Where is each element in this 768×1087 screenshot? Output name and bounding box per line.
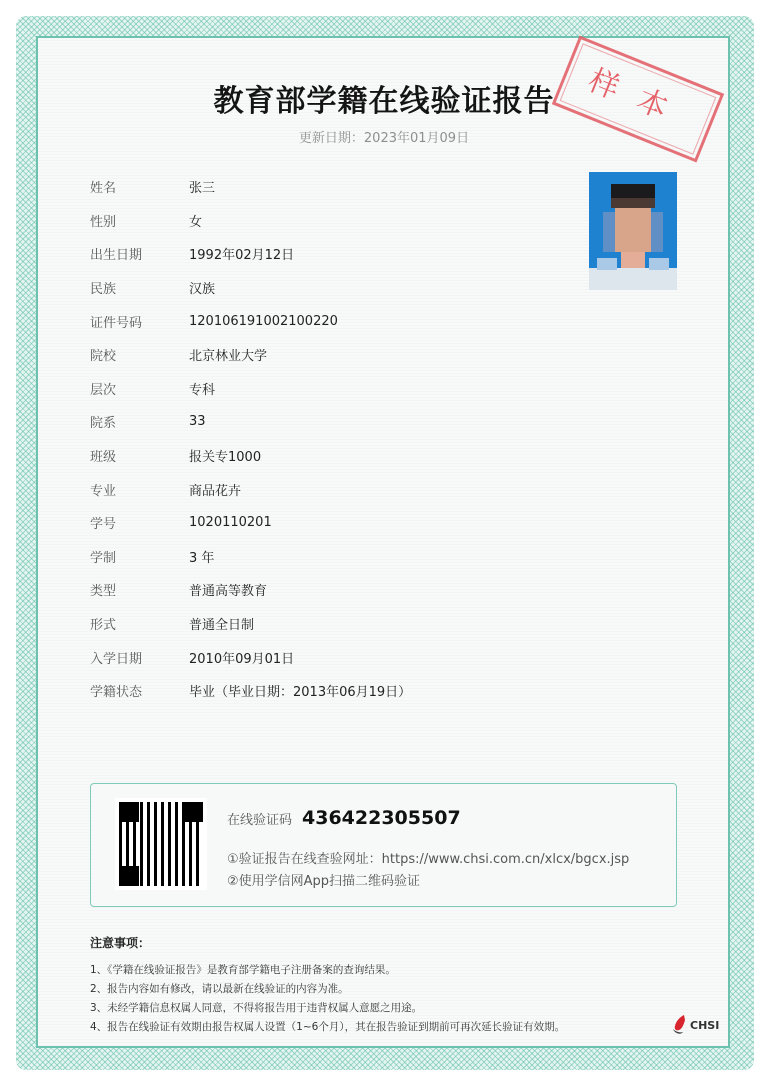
sample-stamp: 样本 (552, 35, 724, 162)
note-item: 2、报告内容如有修改，请以最新在线验证的内容为准。 (90, 983, 349, 995)
field-label: 学制 (90, 550, 117, 566)
chsi-bird-icon (670, 1014, 688, 1036)
verification-box (90, 783, 677, 907)
field-row-class (90, 439, 411, 473)
verification-code-label: 在线验证码 (227, 813, 293, 828)
field-label: 类型 (90, 584, 117, 600)
chsi-logo (670, 1014, 719, 1036)
field-value: 3 年 (189, 550, 215, 566)
field-label: 学籍状态 (90, 685, 143, 701)
notes-list (90, 961, 565, 1037)
field-value: 女 (189, 214, 203, 230)
field-row-form (90, 607, 411, 641)
field-row-ethnicity (90, 271, 411, 305)
update-date: 更新日期：2023年01月09日 (298, 131, 470, 146)
field-value: 1020110201 (189, 515, 272, 531)
field-value: 张三 (189, 181, 216, 197)
report-title: 教育部学籍在线验证报告 (213, 84, 555, 119)
qr-code-icon[interactable] (115, 798, 207, 890)
field-row-type (90, 573, 411, 607)
field-label: 院系 (90, 416, 117, 432)
field-row-duration (90, 540, 411, 574)
field-value: 商品花卉 (189, 483, 242, 499)
student-photo (589, 172, 677, 290)
verification-code-line (227, 807, 461, 829)
field-value: 2010年09月01日 (189, 651, 295, 667)
note-item: 3、未经学籍信息权属人同意，不得将报告用于违背权属人意愿之用途。 (90, 1002, 423, 1014)
field-label: 形式 (90, 618, 117, 634)
field-label: 班级 (90, 450, 117, 466)
field-value: 毕业（毕业日期：2013年06月19日） (189, 685, 412, 701)
field-label: 层次 (90, 382, 117, 398)
field-row-gender (90, 204, 411, 238)
field-label: 学号 (90, 517, 117, 533)
field-value: 33 (189, 414, 206, 430)
field-value: 汉族 (189, 282, 216, 298)
field-label: 民族 (90, 282, 117, 298)
field-label: 性别 (90, 214, 117, 230)
field-value: 报关专1000 (189, 450, 262, 466)
field-row-level (90, 372, 411, 406)
student-info-fields (90, 170, 411, 708)
field-label: 专业 (90, 483, 117, 499)
field-value: 120106191002100220 (189, 313, 338, 329)
field-label: 院校 (90, 349, 117, 365)
field-value: 普通全日制 (189, 618, 255, 634)
notes-title: 注意事项： (90, 936, 151, 950)
field-label: 姓名 (90, 181, 117, 197)
note-item: 1、《学籍在线验证报告》是教育部学籍电子注册备案的查询结果。 (90, 964, 396, 976)
field-row-school (90, 338, 411, 372)
field-row-major (90, 472, 411, 506)
field-value: 普通高等教育 (189, 584, 268, 600)
note-item: 4、报告在线验证有效期由报告权属人设置（1~6个月），其在报告验证到期前可再次延长验证有效期。 (90, 1021, 566, 1033)
field-label: 出生日期 (90, 248, 143, 264)
field-row-birthdate (90, 237, 411, 271)
field-row-enroll-date (90, 640, 411, 674)
field-row-id-number (90, 304, 411, 338)
field-row-status (90, 674, 411, 708)
field-value: 1992年02月12日 (189, 248, 295, 264)
field-value: 北京林业大学 (189, 349, 268, 365)
verification-app-hint: ②使用学信网App扫描二维码验证 (227, 874, 421, 889)
field-row-department (90, 405, 411, 439)
field-row-student-id (90, 506, 411, 540)
field-value: 专科 (189, 382, 216, 398)
field-label: 入学日期 (90, 651, 143, 667)
verification-url-hint: ①验证报告在线查验网址：https://www.chsi.com.cn/xlcx/bgcx.jsp (227, 852, 630, 867)
verification-code-value: 436422305507 (302, 807, 461, 829)
field-label: 证件号码 (90, 315, 143, 331)
chsi-logo-text: CHSI (690, 1018, 720, 1032)
field-row-name (90, 170, 411, 204)
